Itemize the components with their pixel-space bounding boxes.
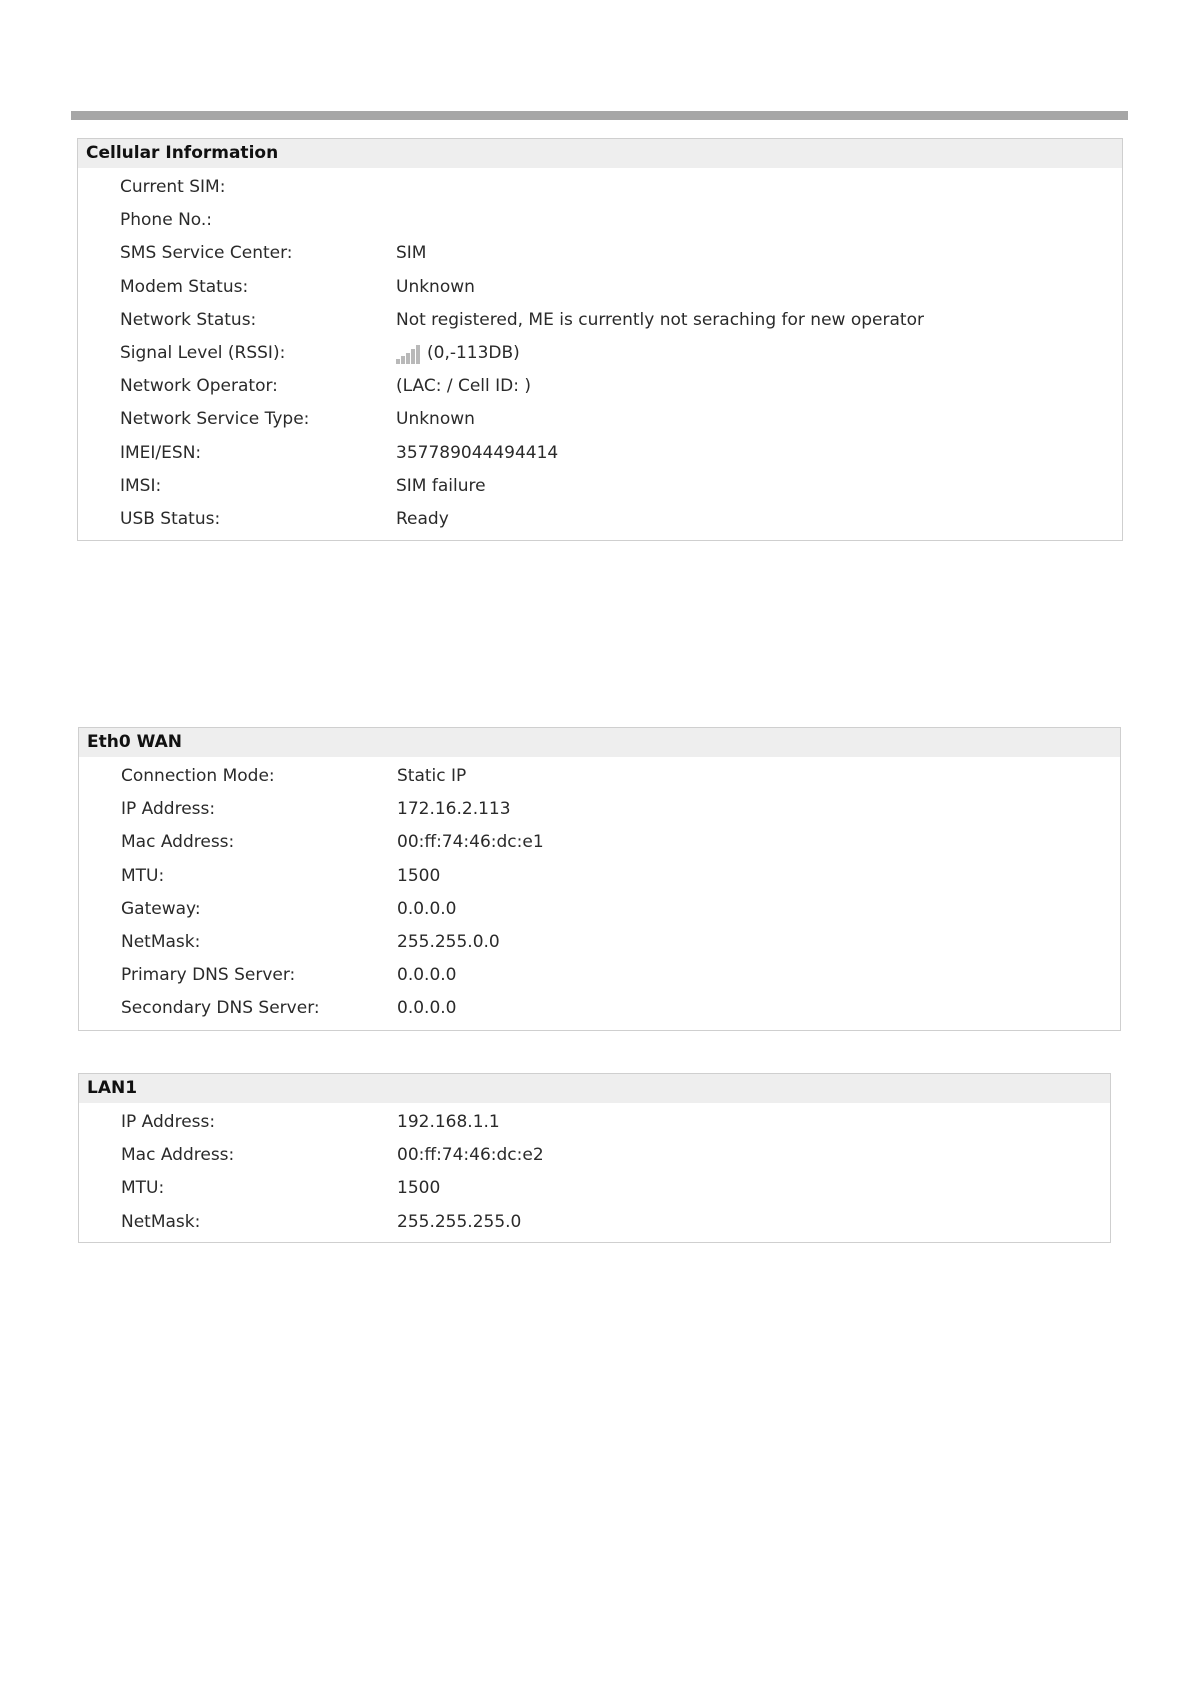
network-operator-value: (LAC: / Cell ID: ) <box>396 376 532 397</box>
primary-dns-label: Primary DNS Server: <box>121 965 296 986</box>
wan-gateway-value: 0.0.0.0 <box>397 898 457 919</box>
current-sim-label: Current SIM: <box>120 177 226 197</box>
row-network-operator <box>78 370 1122 403</box>
wan-ip-address-label: IP Address: <box>121 799 216 820</box>
network-service-type-value: Unknown <box>396 409 475 430</box>
eth0-wan-rows <box>79 757 1120 1026</box>
signal-level-value-wrap <box>396 337 520 370</box>
usb-status-label: USB Status: <box>120 508 221 529</box>
modem-status-label: Modem Status: <box>120 276 249 297</box>
sms-service-center-value: SIM <box>396 243 427 264</box>
lan-ip-address-label: IP Address: <box>121 1112 216 1132</box>
row-network-service-type <box>78 403 1122 436</box>
cellular-info-panel <box>77 138 1123 541</box>
row-wan-mtu <box>79 860 1120 893</box>
row-lan-mac-address <box>79 1139 1110 1172</box>
imsi-value: SIM failure <box>396 475 486 496</box>
wan-mtu-value: 1500 <box>397 865 441 886</box>
row-modem-status <box>78 271 1122 304</box>
wan-ip-address-value: 172.16.2.113 <box>397 799 511 820</box>
secondary-dns-value: 0.0.0.0 <box>397 998 457 1019</box>
wan-mac-address-label: Mac Address: <box>121 832 235 853</box>
wan-netmask-label: NetMask: <box>121 931 201 952</box>
row-usb-status <box>78 503 1122 536</box>
lan-netmask-value: 255.255.255.0 <box>397 1211 522 1232</box>
top-divider <box>71 111 1128 120</box>
row-wan-gateway <box>79 893 1120 926</box>
lan1-title: LAN1 <box>79 1074 1110 1103</box>
eth0-wan-panel <box>78 727 1121 1031</box>
row-lan-netmask <box>79 1206 1110 1239</box>
network-status-value: Not registered, ME is currently not seraching for new operator <box>396 309 924 330</box>
signal-level-label: Signal Level (RSSI): <box>120 342 286 363</box>
row-network-status <box>78 304 1122 337</box>
cellular-info-rows <box>78 168 1122 536</box>
imsi-label: IMSI: <box>120 475 162 496</box>
phone-no-label: Phone No.: <box>120 210 213 231</box>
eth0-wan-title: Eth0 WAN <box>79 728 1120 757</box>
row-sms-service-center <box>78 237 1122 270</box>
wan-gateway-label: Gateway: <box>121 898 201 919</box>
lan-mac-address-value: 00:ff:74:46:dc:e2 <box>397 1145 544 1166</box>
signal-bars-icon <box>396 344 420 364</box>
row-current-sim <box>78 171 1122 204</box>
lan-ip-address-value: 192.168.1.1 <box>397 1112 500 1132</box>
modem-status-value: Unknown <box>396 276 475 297</box>
row-phone-no <box>78 204 1122 237</box>
row-wan-ip-address <box>79 793 1120 826</box>
lan-netmask-label: NetMask: <box>121 1211 201 1232</box>
sms-service-center-label: SMS Service Center: <box>120 243 293 264</box>
wan-mtu-label: MTU: <box>121 865 165 886</box>
lan1-panel <box>78 1073 1111 1243</box>
network-status-label: Network Status: <box>120 309 257 330</box>
wan-netmask-value: 255.255.0.0 <box>397 931 500 952</box>
row-imei-esn <box>78 437 1122 470</box>
signal-level-value: (0,-113DB) <box>427 342 520 363</box>
row-secondary-dns <box>79 992 1120 1025</box>
lan-mtu-value: 1500 <box>397 1178 441 1199</box>
row-lan-mtu <box>79 1172 1110 1205</box>
wan-mac-address-value: 00:ff:74:46:dc:e1 <box>397 832 544 853</box>
lan-mtu-label: MTU: <box>121 1178 165 1199</box>
row-imsi <box>78 470 1122 503</box>
row-signal-level <box>78 337 1122 370</box>
cellular-info-title: Cellular Information <box>78 139 1122 168</box>
row-wan-mac-address <box>79 826 1120 859</box>
imei-esn-label: IMEI/ESN: <box>120 442 202 463</box>
row-connection-mode <box>79 760 1120 793</box>
lan1-rows <box>79 1103 1110 1239</box>
lan-mac-address-label: Mac Address: <box>121 1145 235 1166</box>
primary-dns-value: 0.0.0.0 <box>397 965 457 986</box>
row-primary-dns <box>79 959 1120 992</box>
row-lan-ip-address <box>79 1106 1110 1139</box>
network-service-type-label: Network Service Type: <box>120 409 310 430</box>
row-wan-netmask <box>79 926 1120 959</box>
connection-mode-label: Connection Mode: <box>121 766 275 786</box>
usb-status-value: Ready <box>396 508 449 529</box>
imei-esn-value: 357789044494414 <box>396 442 559 463</box>
secondary-dns-label: Secondary DNS Server: <box>121 998 320 1019</box>
network-operator-label: Network Operator: <box>120 376 278 397</box>
connection-mode-value: Static IP <box>397 766 467 786</box>
